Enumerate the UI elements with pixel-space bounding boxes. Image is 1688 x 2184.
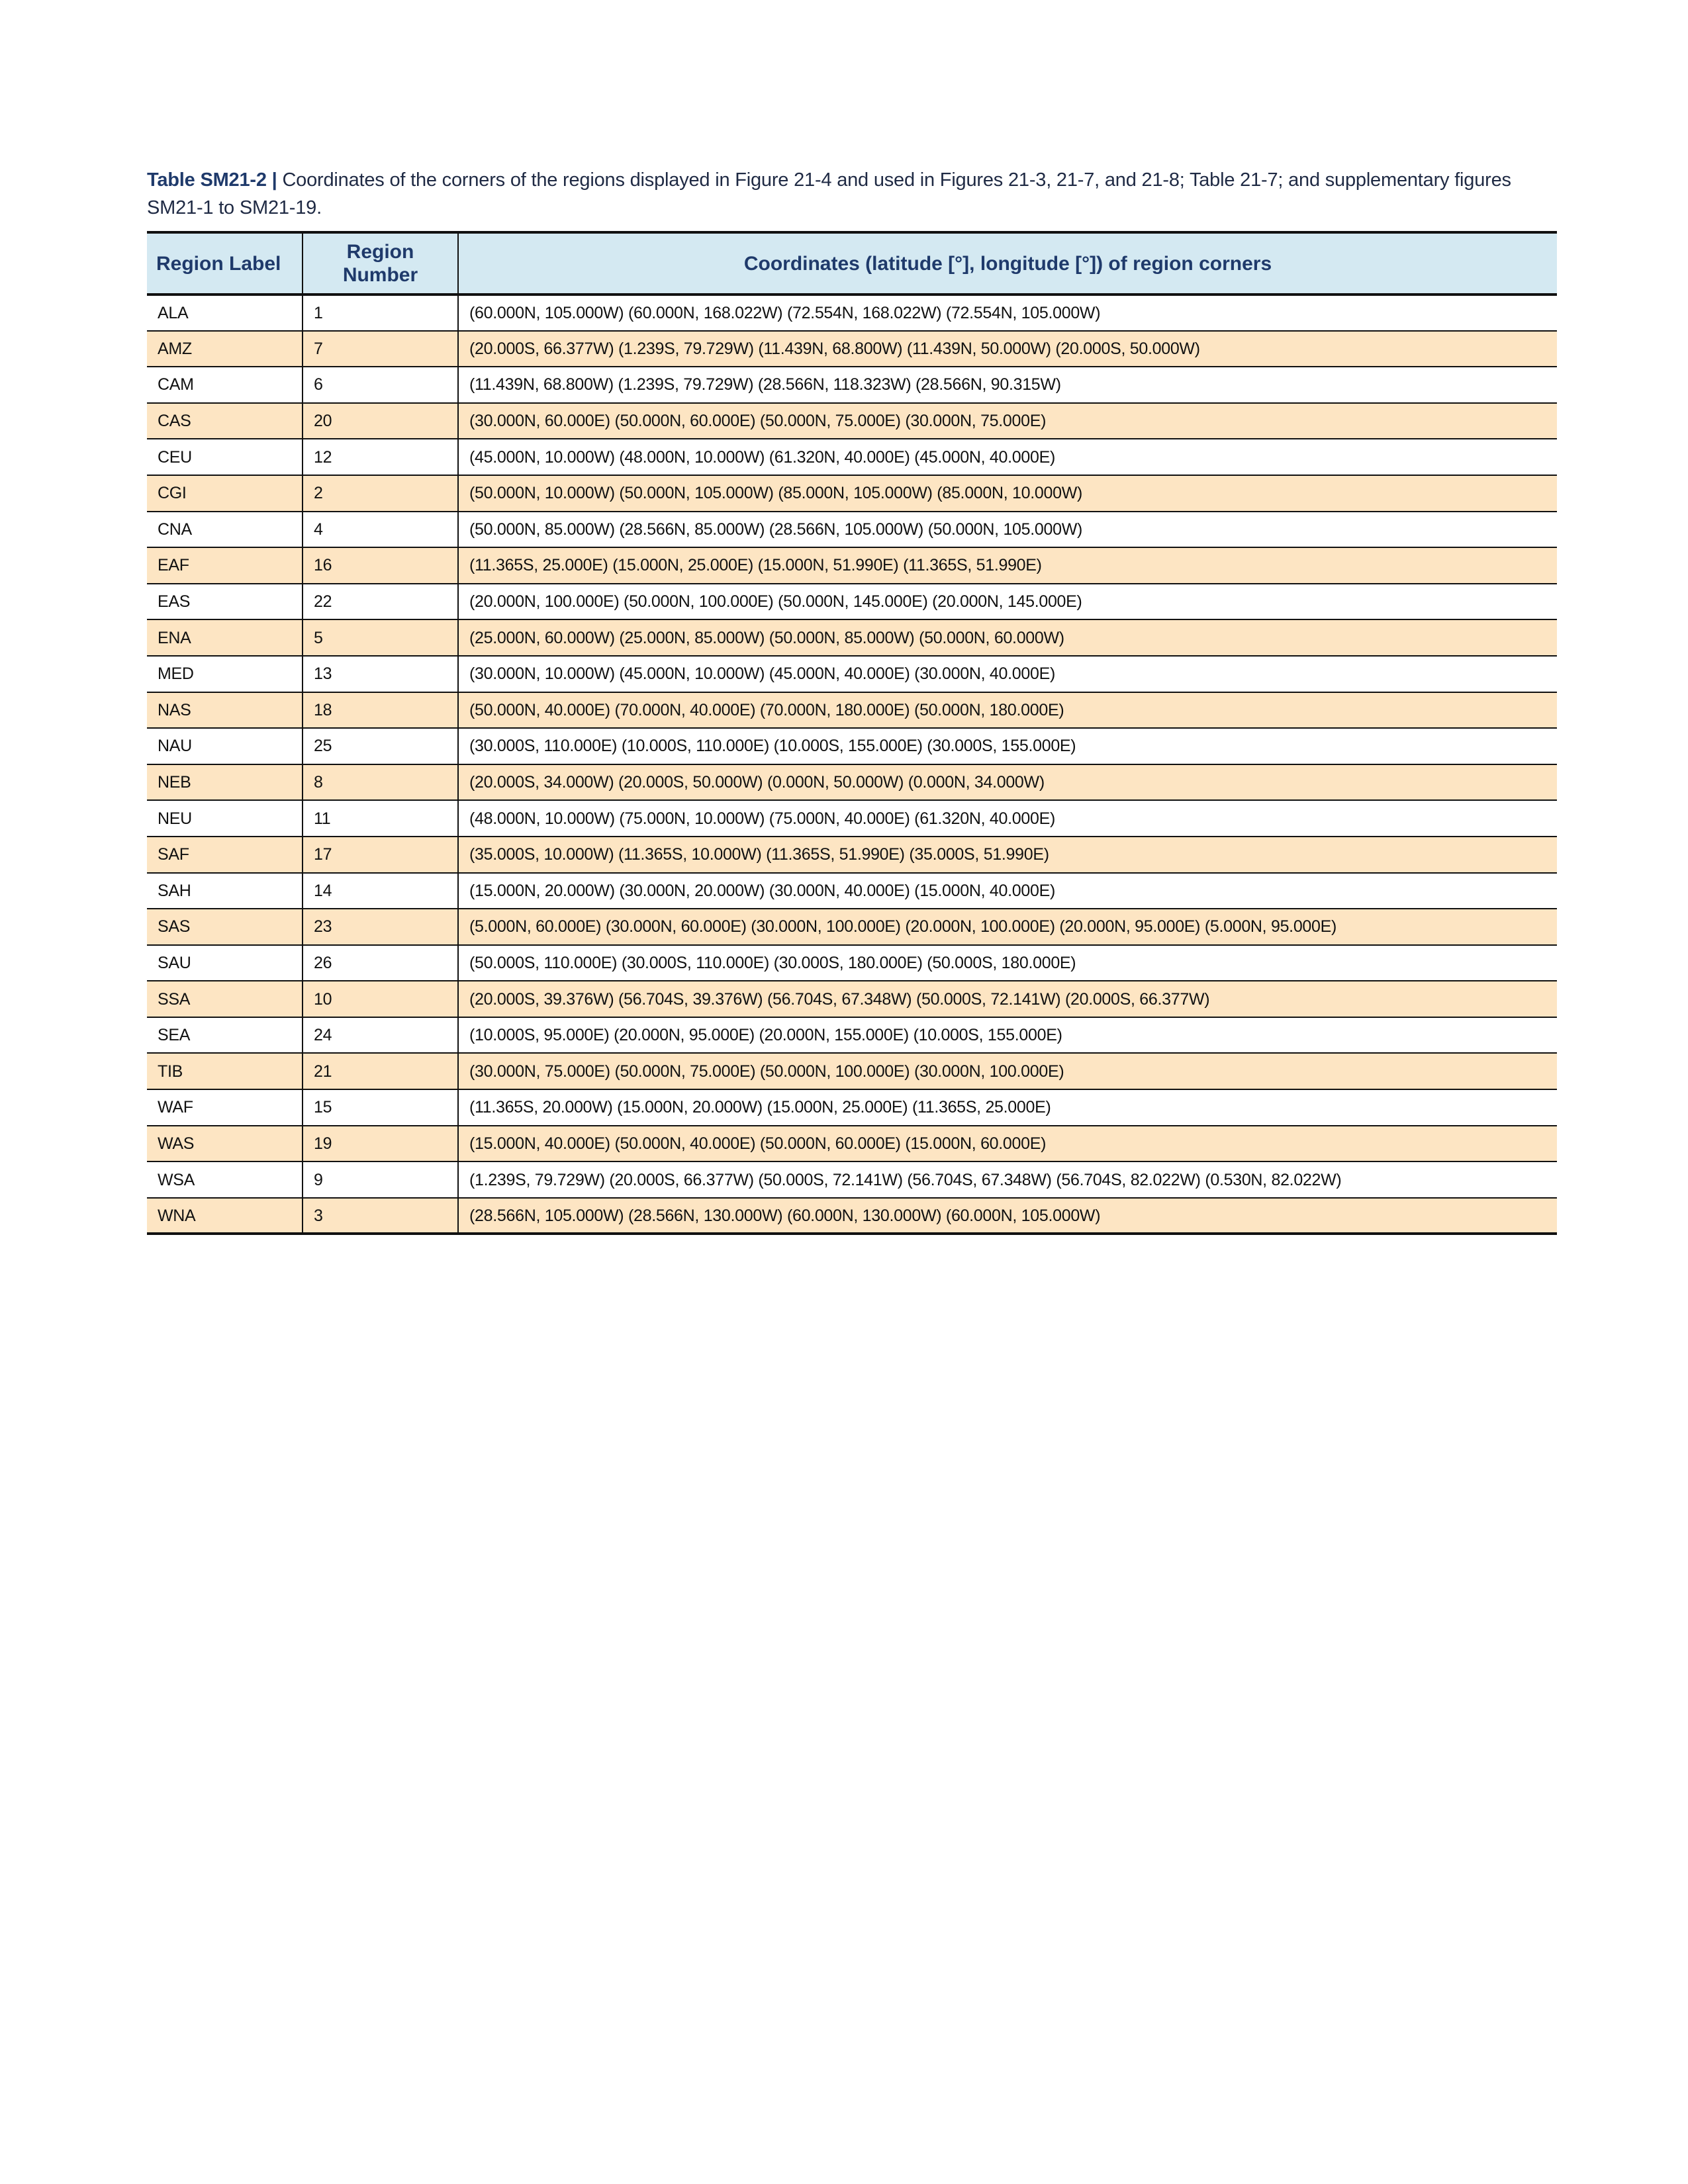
region-coordinates-cell: (20.000S, 66.377W) (1.239S, 79.729W) (11.439N, 68.800W) (11.439N, 50.000W) (20.000S, 50.000W)	[458, 331, 1557, 367]
region-coordinates-cell: (48.000N, 10.000W) (75.000N, 10.000W) (75.000N, 40.000E) (61.320N, 40.000E)	[458, 800, 1557, 837]
region-number-cell: 15	[303, 1089, 458, 1126]
region-coordinates-cell: (50.000N, 85.000W) (28.566N, 85.000W) (28.566N, 105.000W) (50.000N, 105.000W)	[458, 512, 1557, 548]
table-row	[147, 1161, 1557, 1198]
region-coordinates-cell: (20.000S, 34.000W) (20.000S, 50.000W) (0.000N, 50.000W) (0.000N, 34.000W)	[458, 764, 1557, 801]
table-row	[147, 728, 1557, 764]
region-coordinates-cell: (45.000N, 10.000W) (48.000N, 10.000W) (61.320N, 40.000E) (45.000N, 40.000E)	[458, 439, 1557, 475]
region-label-cell: MED	[158, 664, 194, 684]
region-number-cell: 4	[303, 512, 458, 548]
regions-table	[147, 231, 1557, 1235]
region-number-cell: 14	[303, 873, 458, 909]
table-row	[147, 873, 1557, 909]
region-label-cell: TIB	[158, 1062, 183, 1081]
header-region-label: Region Label	[156, 252, 281, 275]
region-coordinates-cell: (11.365S, 25.000E) (15.000N, 25.000E) (15.000N, 51.990E) (11.365S, 51.990E)	[458, 547, 1557, 584]
region-number-cell: 2	[303, 475, 458, 512]
table-row	[147, 945, 1557, 981]
region-number-cell: 9	[303, 1161, 458, 1198]
region-number-cell: 21	[303, 1053, 458, 1089]
table-caption-separator: |	[271, 169, 277, 191]
region-number-cell: 26	[303, 945, 458, 981]
table-row	[147, 475, 1557, 512]
region-label-cell: WNA	[158, 1206, 196, 1225]
region-label-cell: SEA	[158, 1026, 191, 1045]
region-coordinates-cell: (5.000N, 60.000E) (30.000N, 60.000E) (30.000N, 100.000E) (20.000N, 100.000E) (20.000N, 95.000E) (5.000N, 95.000E)	[458, 909, 1557, 945]
table-caption-label: Table SM21-2	[147, 169, 267, 191]
region-label-cell: ALA	[158, 303, 189, 322]
table-body	[147, 295, 1557, 1234]
region-coordinates-cell: (15.000N, 40.000E) (50.000N, 40.000E) (50.000N, 60.000E) (15.000N, 60.000E)	[458, 1126, 1557, 1162]
region-coordinates-cell: (10.000S, 95.000E) (20.000N, 95.000E) (20.000N, 155.000E) (10.000S, 155.000E)	[458, 1017, 1557, 1054]
region-coordinates-cell: (11.365S, 20.000W) (15.000N, 20.000W) (15.000N, 25.000E) (11.365S, 25.000E)	[458, 1089, 1557, 1126]
region-number-cell: 22	[303, 584, 458, 620]
table-row	[147, 619, 1557, 656]
region-coordinates-cell: (15.000N, 20.000W) (30.000N, 20.000W) (30.000N, 40.000E) (15.000N, 40.000E)	[458, 873, 1557, 909]
region-coordinates-cell: (30.000S, 110.000E) (10.000S, 110.000E) (10.000S, 155.000E) (30.000S, 155.000E)	[458, 728, 1557, 764]
region-number-cell: 20	[303, 403, 458, 439]
region-coordinates-cell: (20.000S, 39.376W) (56.704S, 39.376W) (56.704S, 67.348W) (50.000S, 72.141W) (20.000S, 66.377W)	[458, 981, 1557, 1017]
region-coordinates-cell: (50.000N, 40.000E) (70.000N, 40.000E) (70.000N, 180.000E) (50.000N, 180.000E)	[458, 692, 1557, 729]
region-coordinates-cell: (30.000N, 60.000E) (50.000N, 60.000E) (50.000N, 75.000E) (30.000N, 75.000E)	[458, 403, 1557, 439]
table-row	[147, 837, 1557, 873]
region-number-cell: 23	[303, 909, 458, 945]
region-label-cell: CAM	[158, 375, 194, 394]
region-label-cell: SAU	[158, 953, 191, 972]
region-label-cell: EAF	[158, 556, 189, 575]
table-row	[147, 1198, 1557, 1234]
region-label-cell: NEU	[158, 809, 192, 828]
table-header	[147, 232, 1557, 295]
table-row	[147, 909, 1557, 945]
table-row	[147, 764, 1557, 801]
region-label-cell: AMZ	[158, 339, 192, 358]
table-row	[147, 692, 1557, 729]
region-number-cell: 6	[303, 367, 458, 403]
region-label-cell: EAS	[158, 592, 191, 612]
table-row	[147, 367, 1557, 403]
region-label-cell: WAF	[158, 1098, 193, 1117]
region-label-cell: WSA	[158, 1170, 195, 1189]
region-number-cell: 5	[303, 619, 458, 656]
table-caption	[147, 166, 1557, 222]
header-coordinates: Coordinates (latitude [°], longitude [°]) of region corners	[458, 232, 1557, 295]
table-row	[147, 656, 1557, 692]
table-row	[147, 981, 1557, 1017]
region-number-cell: 12	[303, 439, 458, 475]
region-coordinates-cell: (50.000S, 110.000E) (30.000S, 110.000E) (30.000S, 180.000E) (50.000S, 180.000E)	[458, 945, 1557, 981]
header-row	[147, 232, 1557, 295]
region-label-cell: CEU	[158, 447, 192, 467]
table-row	[147, 1053, 1557, 1089]
table-row	[147, 403, 1557, 439]
region-number-cell: 1	[303, 295, 458, 331]
region-coordinates-cell: (20.000N, 100.000E) (50.000N, 100.000E) (50.000N, 145.000E) (20.000N, 145.000E)	[458, 584, 1557, 620]
region-number-cell: 17	[303, 837, 458, 873]
table-row	[147, 800, 1557, 837]
table-row	[147, 295, 1557, 331]
region-number-cell: 10	[303, 981, 458, 1017]
region-label-cell: SAS	[158, 917, 191, 936]
region-label-cell: SSA	[158, 989, 191, 1009]
table-row	[147, 1017, 1557, 1054]
region-coordinates-cell: (25.000N, 60.000W) (25.000N, 85.000W) (50.000N, 85.000W) (50.000N, 60.000W)	[458, 619, 1557, 656]
region-label-cell: CGI	[158, 484, 187, 503]
region-number-cell: 24	[303, 1017, 458, 1054]
region-label-cell: CAS	[158, 412, 191, 431]
region-coordinates-cell: (35.000S, 10.000W) (11.365S, 10.000W) (11.365S, 51.990E) (35.000S, 51.990E)	[458, 837, 1557, 873]
region-number-cell: 19	[303, 1126, 458, 1162]
region-label-cell: NAU	[158, 737, 192, 756]
table-row	[147, 1126, 1557, 1162]
region-number-cell: 8	[303, 764, 458, 801]
region-number-cell: 16	[303, 547, 458, 584]
region-number-cell: 11	[303, 800, 458, 837]
header-region-number: Region Number	[303, 232, 458, 295]
region-label-cell: SAF	[158, 845, 189, 864]
region-coordinates-cell: (50.000N, 10.000W) (50.000N, 105.000W) (85.000N, 105.000W) (85.000N, 10.000W)	[458, 475, 1557, 512]
region-label-cell: NAS	[158, 700, 191, 719]
table-row	[147, 547, 1557, 584]
region-label-cell: ENA	[158, 628, 191, 647]
region-coordinates-cell: (30.000N, 10.000W) (45.000N, 10.000W) (45.000N, 40.000E) (30.000N, 40.000E)	[458, 656, 1557, 692]
region-number-cell: 18	[303, 692, 458, 729]
region-number-cell: 13	[303, 656, 458, 692]
region-label-cell: CNA	[158, 520, 192, 539]
region-coordinates-cell: (11.439N, 68.800W) (1.239S, 79.729W) (28.566N, 118.323W) (28.566N, 90.315W)	[458, 367, 1557, 403]
region-coordinates-cell: (30.000N, 75.000E) (50.000N, 75.000E) (50.000N, 100.000E) (30.000N, 100.000E)	[458, 1053, 1557, 1089]
region-coordinates-cell: (1.239S, 79.729W) (20.000S, 66.377W) (50.000S, 72.141W) (56.704S, 67.348W) (56.704S, 82.022W) (0.530N, 82.022W)	[458, 1161, 1557, 1198]
region-number-cell: 3	[303, 1198, 458, 1234]
table-row	[147, 584, 1557, 620]
region-label-cell: WAS	[158, 1134, 195, 1153]
region-coordinates-cell: (28.566N, 105.000W) (28.566N, 130.000W) (60.000N, 130.000W) (60.000N, 105.000W)	[458, 1198, 1557, 1234]
region-coordinates-cell: (60.000N, 105.000W) (60.000N, 168.022W) (72.554N, 168.022W) (72.554N, 105.000W)	[458, 295, 1557, 331]
table-caption-text: Coordinates of the corners of the regions displayed in Figure 21-4 and used in Figures 21-3, 21-7, and 21-8; Table 21-7; and supplementary figures SM21-1 to SM21-19.	[147, 169, 1511, 218]
table-row	[147, 439, 1557, 475]
table-row	[147, 1089, 1557, 1126]
region-number-cell: 25	[303, 728, 458, 764]
table-row	[147, 331, 1557, 367]
region-label-cell: NEB	[158, 773, 191, 792]
region-number-cell: 7	[303, 331, 458, 367]
table-row	[147, 512, 1557, 548]
region-label-cell: SAH	[158, 881, 191, 900]
